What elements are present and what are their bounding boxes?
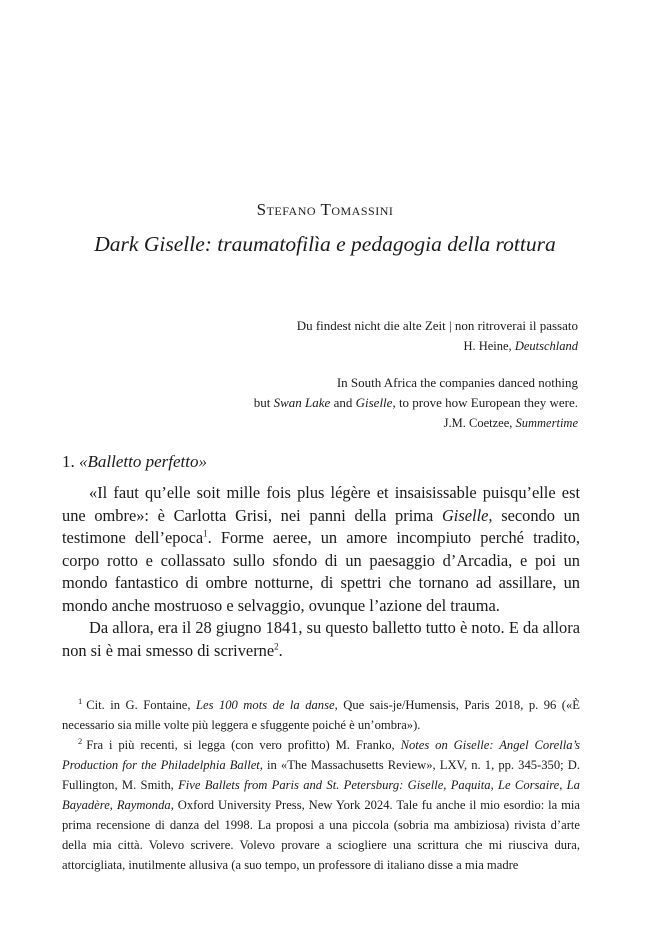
text-run: Da allora, era il 28 giugno 1841, su questo balletto tutto è noto. E da allora non si è mai smesso di scriverne bbox=[62, 618, 580, 660]
text-run: «Il faut qu’elle soit mille fois plus légère et insaisissable puisqu’elle est une ombre»: è Carlotta Grisi, nei panni della prima bbox=[62, 483, 580, 525]
section-title: «Balletto perfetto» bbox=[79, 452, 207, 471]
footnote bbox=[62, 695, 580, 735]
text-run: and bbox=[330, 395, 356, 410]
paragraph bbox=[62, 482, 580, 617]
article-title: Dark Giselle: traumatofilìa e pedagogia della rottura bbox=[94, 232, 556, 256]
section-number: 1. bbox=[62, 452, 79, 471]
epigraph-text: Du findest nicht die alte Zeit | non ritroverai il passato bbox=[296, 318, 578, 333]
epigraph-source bbox=[254, 413, 578, 433]
work-title: Giselle bbox=[355, 395, 393, 410]
section-heading bbox=[62, 452, 207, 472]
epigraph-text: In South Africa the companies danced nothing bbox=[336, 375, 578, 390]
text-run: but bbox=[253, 395, 274, 410]
epigraph-heine bbox=[297, 316, 578, 356]
footnote-ref[interactable]: 2 bbox=[274, 641, 279, 652]
body-text bbox=[62, 482, 580, 662]
footnotes bbox=[62, 695, 580, 875]
work-title: Giselle bbox=[441, 505, 489, 525]
text-run: , in «The Massachusetts Review», LXV, n. 1, pp. 345-350; D. Fullington, M. Smith, bbox=[62, 758, 580, 792]
epigraph-source-work: Deutschland bbox=[514, 339, 578, 353]
text-run: , Que sais-je/Humensis, Paris 2018, p. 96 («È necessario sia mille volte più leggera e sfuggente poiché è un’ombra»). bbox=[62, 698, 580, 732]
work-title: Les 100 mots de la danse bbox=[195, 698, 335, 712]
text-run: . Forme aeree, un amore incompiuto perché tradito, corpo rotto e collassato sullo sfondo di un paesaggio d’Arcadia, e poi un mondo fantastico di ombre notturne, di spettri che tornano ad assillare, un mondo anche mostruoso e selvaggio, ovunque l’azione del trauma. bbox=[62, 528, 580, 615]
paragraph bbox=[62, 617, 580, 662]
work-title: Notes on Giselle: Angel Corella’s Production for the Philadelphia Ballet bbox=[62, 738, 580, 772]
epigraph-source-author: H. Heine, bbox=[463, 339, 515, 353]
text-run: , to prove how European they were. bbox=[392, 395, 578, 410]
footnote-ref[interactable]: 1 bbox=[203, 528, 208, 539]
epigraph-source-work: Summertime bbox=[515, 416, 578, 430]
footnote bbox=[62, 735, 580, 875]
text-run: , Oxford University Press, New York 2024. Tale fu anche il mio esordio: la mia prima recensione di danza del 1998. La proposi a una piccola (sobria ma ambiziosa) rivista d’arte della mia città. Volevo scrivere. Volevo provare a sciogliere una scrittura che mi riusciva dura, attorcigliata, inutilmente allusiva (a suo tempo, un professore di italiano disse a mia madre bbox=[62, 798, 580, 872]
work-title: Swan Lake bbox=[273, 395, 331, 410]
epigraph-coetzee bbox=[254, 373, 578, 433]
text-run: Fra i più recenti, si legga (con vero profitto) M. Franko, bbox=[86, 738, 401, 752]
work-title: Five Ballets from Paris and St. Petersburg: Giselle, Paquita, Le Corsaire, La Bayadère, Raymonda bbox=[62, 778, 580, 812]
epigraph-source bbox=[297, 336, 578, 356]
text-run: . bbox=[278, 640, 283, 660]
text-run: Cit. in G. Fontaine, bbox=[86, 698, 196, 712]
epigraph-source-author: J.M. Coetzee, bbox=[443, 416, 516, 430]
footnote-number: 2 bbox=[78, 735, 83, 746]
text-run: , secondo un testimone dell’epoca bbox=[62, 505, 580, 547]
footnote-number: 1 bbox=[78, 695, 83, 706]
epigraph-text-line2 bbox=[254, 393, 578, 413]
author-name: Stefano Tomassini bbox=[256, 200, 394, 219]
